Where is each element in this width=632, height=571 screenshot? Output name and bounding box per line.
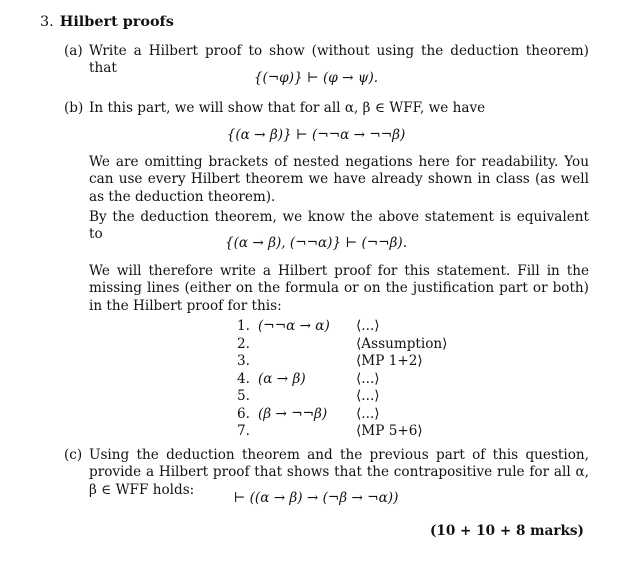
part-c-text: Using the deduction theorem and the previous part of this question, provide a Hilbert proof that shows that the contrapositive rule for all α, β ∈ WFF holds:: [89, 447, 589, 498]
proof-justification: ⟨MP 1+2⟩: [356, 353, 423, 369]
part-b-paragraph-1: We are omitting brackets of nested negations here for readability. You can use every Hilbert theorem we have already shown in class (as well as the deduction theorem).: [89, 154, 589, 205]
proof-line-number: 6.: [237, 406, 250, 422]
proof-line-number: 2.: [237, 336, 250, 352]
part-a-text: Write a Hilbert proof to show (without using the deduction theorem) that: [89, 43, 589, 77]
part-b-paragraph-2: By the deduction theorem, we know the above statement is equivalent to: [89, 209, 589, 243]
marks-allocation: (10 + 10 + 8 marks): [429, 523, 584, 539]
proof-line-number: 5.: [237, 388, 250, 404]
proof-line-number: 1.: [237, 318, 250, 334]
proof-line-number: 7.: [237, 423, 250, 439]
proof-row: [232, 388, 482, 405]
part-a-label: (a): [64, 43, 83, 59]
proof-formula: (α → β): [258, 371, 306, 387]
proof-justification: ⟨...⟩: [356, 318, 380, 334]
proof-row: [232, 336, 482, 353]
proof-justification: ⟨MP 5+6⟩: [356, 423, 423, 439]
proof-row: [232, 423, 482, 440]
proof-justification: ⟨...⟩: [356, 406, 380, 422]
part-b-label: (b): [64, 100, 84, 116]
part-b-intro: In this part, we will show that for all α, β ∈ WFF, we have: [89, 100, 486, 116]
question-heading: [40, 13, 174, 31]
part-c-label: (c): [64, 447, 83, 463]
proof-line-number: 3.: [237, 353, 250, 369]
proof-formula: (¬¬α → α): [258, 318, 330, 334]
question-title: Hilbert proofs: [59, 13, 174, 30]
proof-row: [232, 406, 482, 423]
part-c-formula: ⊢ ((α → β) → (¬β → ¬α)): [233, 490, 399, 506]
part-b-formula-2: {(α → β), (¬¬α)} ⊢ (¬¬β).: [224, 235, 408, 251]
proof-line-number: 4.: [237, 371, 250, 387]
proof-justification: ⟨...⟩: [356, 388, 380, 404]
proof-row: [232, 371, 482, 388]
proof-justification: ⟨Assumption⟩: [356, 336, 448, 352]
proof-row: [232, 353, 482, 370]
proof-row: [232, 318, 482, 335]
question-number: 3.: [40, 14, 54, 30]
proof-formula: (β → ¬¬β): [258, 406, 328, 422]
proof-justification: ⟨...⟩: [356, 371, 380, 387]
part-a-formula: {(¬φ)} ⊢ (φ → ψ).: [253, 70, 379, 86]
part-b-paragraph-3: We will therefore write a Hilbert proof for this statement. Fill in the missing lines (either on the formula or on the justification part or both) in the Hilbert proof for this:: [89, 263, 589, 314]
part-b-formula-1: {(α → β)} ⊢ (¬¬α → ¬¬β): [226, 127, 406, 143]
